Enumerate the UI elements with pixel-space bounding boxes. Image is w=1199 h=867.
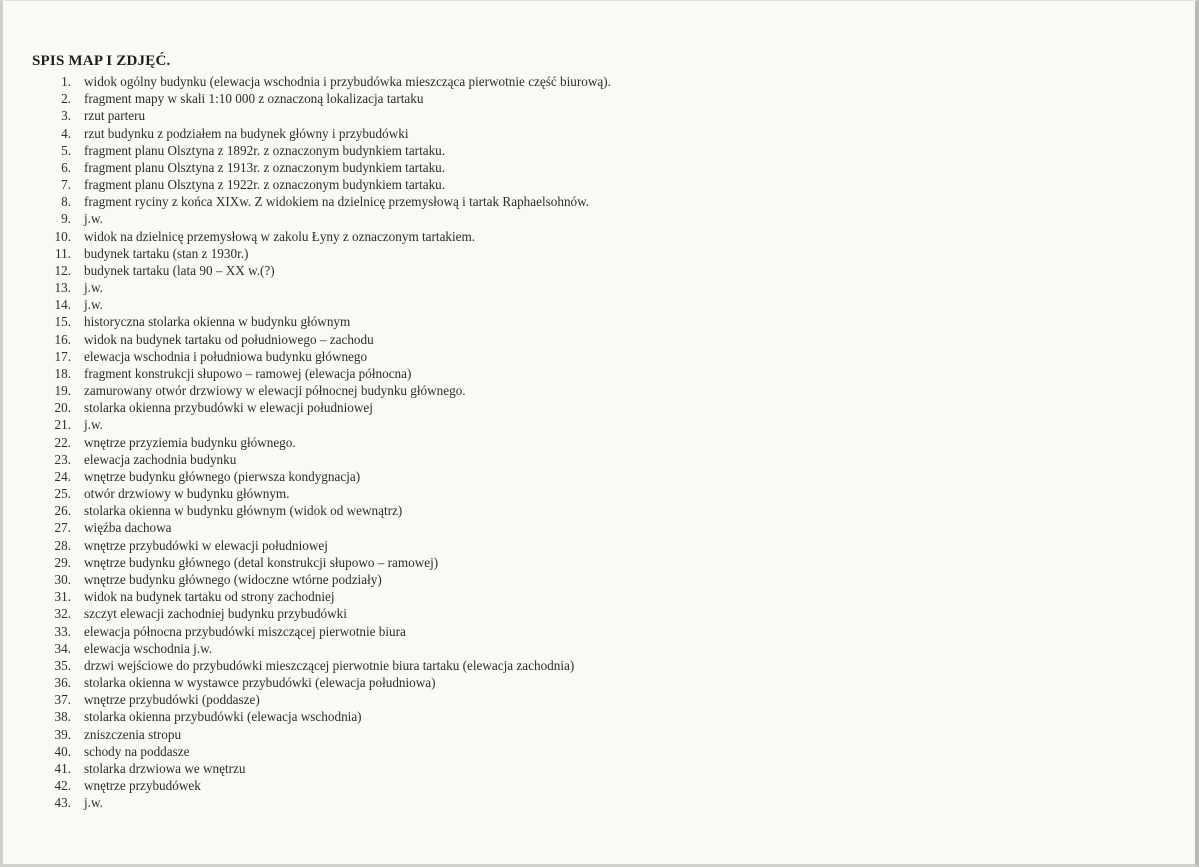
list-item-number: 22.	[54, 434, 71, 450]
list-item-number: 33.	[54, 623, 71, 639]
list-item-text: fragment ryciny z końca XIXw. Z widokiem na dzielnicę przemysłową i tartak Raphaelsohnów.	[84, 194, 590, 210]
list-item-text: budynek tartaku (lata 90 – XX w.(?)	[84, 262, 275, 278]
list-item-number: 32.	[54, 606, 71, 622]
list-item	[51, 365, 611, 382]
list-item-number: 16.	[54, 331, 71, 347]
list-item-text: j.w.	[84, 297, 103, 313]
list-item-text: wnętrze przyziemia budynku głównego.	[84, 434, 296, 450]
list-item-text: elewacja zachodnia budynku	[84, 451, 237, 467]
list-item	[51, 193, 611, 210]
list-item-text: fragment planu Olsztyna z 1922r. z oznaczonym budynkiem tartaku.	[84, 177, 446, 193]
list-item	[51, 554, 611, 571]
list-item-text: widok na budynek tartaku od strony zachodniej	[84, 589, 335, 605]
list-item-number: 7.	[61, 177, 71, 193]
list-item-number: 3.	[61, 108, 71, 124]
list-item	[51, 743, 611, 760]
list-item-number: 40.	[54, 743, 71, 759]
list-item	[51, 794, 611, 811]
list-item	[51, 571, 611, 588]
list-item	[51, 176, 611, 193]
list-item-number: 2.	[61, 91, 71, 107]
list-item	[51, 674, 611, 691]
list-item-number: 12.	[54, 262, 71, 278]
list-item	[51, 210, 611, 227]
list-item	[51, 382, 611, 399]
list-item-text: zniszczenia stropu	[84, 726, 182, 742]
list-item-number: 14.	[54, 297, 71, 313]
document-title: SPIS MAP I ZDJĘĆ.	[32, 53, 171, 69]
list-item-text: j.w.	[84, 280, 103, 296]
list-item	[51, 416, 611, 433]
list-item-text: j.w.	[84, 211, 103, 227]
list-item-number: 21.	[54, 417, 71, 433]
list-item-number: 24.	[54, 468, 71, 484]
list-item-text: fragment mapy w skali 1:10 000 z oznaczoną lokalizacja tartaku	[84, 91, 424, 107]
list-item-number: 5.	[61, 142, 71, 158]
list-item-number: 34.	[54, 640, 71, 656]
list-item	[51, 485, 611, 502]
list-item-number: 18.	[54, 365, 71, 381]
list-item	[51, 296, 611, 313]
list-item-text: wnętrze przybudówki (poddasze)	[84, 692, 260, 708]
list-item-text: zamurowany otwór drzwiowy w elewacji północnej budynku głównego.	[84, 383, 466, 399]
list-item	[51, 657, 611, 674]
list-item-number: 31.	[54, 589, 71, 605]
list-item-text: stolarka okienna w budynku głównym (widok od wewnątrz)	[84, 503, 403, 519]
list-item-text: wnętrze budynku głównego (widoczne wtórne podziały)	[84, 571, 382, 587]
list-item-number: 23.	[54, 451, 71, 467]
list-item	[51, 399, 611, 416]
list-item	[51, 313, 611, 330]
list-item	[51, 73, 611, 90]
list-item-text: elewacja północna przybudówki miszczącej pierwotnie biura	[84, 623, 406, 639]
list-item-number: 8.	[61, 194, 71, 210]
list-item	[51, 605, 611, 622]
list-item-number: 42.	[54, 778, 71, 794]
list-item-number: 37.	[54, 692, 71, 708]
list-item	[51, 159, 611, 176]
list-item	[51, 107, 611, 124]
list-item	[51, 125, 611, 142]
list-item	[51, 691, 611, 708]
list-item-text: stolarka drzwiowa we wnętrzu	[84, 760, 246, 776]
list-item	[51, 708, 611, 725]
list-item-number: 38.	[54, 709, 71, 725]
list-item-number: 19.	[54, 383, 71, 399]
list-item-number: 9.	[61, 211, 71, 227]
list-item	[51, 245, 611, 262]
list-item-text: wnętrze przybudówki w elewacji południowej	[84, 537, 328, 553]
list-of-maps-and-photos	[51, 73, 611, 811]
list-item-text: fragment konstrukcji słupowo – ramowej (elewacja północna)	[84, 365, 412, 381]
list-item-text: elewacja wschodnia j.w.	[84, 640, 213, 656]
list-item	[51, 331, 611, 348]
list-item-number: 20.	[54, 400, 71, 416]
list-item	[51, 434, 611, 451]
list-item	[51, 537, 611, 554]
list-item-text: wnętrze przybudówek	[84, 778, 201, 794]
list-item	[51, 468, 611, 485]
list-item-number: 27.	[54, 520, 71, 536]
list-item-text: widok ogólny budynku (elewacja wschodnia i przybudówka mieszcząca pierwotnie część biurową).	[84, 74, 611, 89]
list-item-number: 36.	[54, 675, 71, 691]
list-item-text: schody na poddasze	[84, 743, 190, 759]
list-item	[51, 348, 611, 365]
list-item-number: 28.	[54, 537, 71, 553]
list-item-text: stolarka okienna przybudówki w elewacji południowej	[84, 400, 373, 416]
list-item-text: drzwi wejściowe do przybudówki mieszczącej pierwotnie biura tartaku (elewacja zachodnia)	[84, 657, 575, 673]
list-item-number: 41.	[54, 760, 71, 776]
list-item-text: j.w.	[84, 795, 103, 811]
list-item	[51, 262, 611, 279]
list-item	[51, 623, 611, 640]
list-item-number: 43.	[54, 795, 71, 811]
list-item	[51, 640, 611, 657]
list-item-number: 15.	[54, 314, 71, 330]
list-item-text: rzut budynku z podziałem na budynek główny i przybudówki	[84, 125, 409, 141]
list-item	[51, 142, 611, 159]
list-item-number: 1.	[61, 74, 71, 89]
list-item-number: 26.	[54, 503, 71, 519]
list-item-text: szczyt elewacji zachodniej budynku przybudówki	[84, 606, 347, 622]
list-item	[51, 502, 611, 519]
list-item-text: wnętrze budynku głównego (detal konstrukcji słupowo – ramowej)	[84, 554, 439, 570]
list-item-text: widok na budynek tartaku od południowego – zachodu	[84, 331, 374, 347]
list-item-number: 25.	[54, 486, 71, 502]
list-item	[51, 726, 611, 743]
list-item-number: 17.	[54, 348, 71, 364]
list-item-text: fragment planu Olsztyna z 1913r. z oznaczonym budynkiem tartaku.	[84, 159, 446, 175]
list-item-number: 11.	[55, 245, 71, 261]
list-item-number: 13.	[54, 280, 71, 296]
list-item-number: 35.	[54, 657, 71, 673]
list-item-number: 10.	[54, 228, 71, 244]
list-item-text: budynek tartaku (stan z 1930r.)	[84, 245, 249, 261]
list-item-number: 4.	[61, 125, 71, 141]
list-item-text: otwór drzwiowy w budynku głównym.	[84, 486, 290, 502]
list-item-text: fragment planu Olsztyna z 1892r. z oznaczonym budynkiem tartaku.	[84, 142, 446, 158]
list-item-number: 39.	[54, 726, 71, 742]
list-item-text: stolarka okienna w wystawce przybudówki (elewacja południowa)	[84, 675, 436, 691]
list-item	[51, 588, 611, 605]
list-item-text: elewacja wschodnia i południowa budynku głównego	[84, 348, 368, 364]
list-item	[51, 90, 611, 107]
list-item	[51, 451, 611, 468]
list-item	[51, 760, 611, 777]
list-item-text: j.w.	[84, 417, 103, 433]
list-item-text: więźba dachowa	[84, 520, 172, 536]
list-item	[51, 519, 611, 536]
list-item	[51, 228, 611, 245]
list-item-number: 30.	[54, 571, 71, 587]
list-item-text: widok na dzielnicę przemysłową w zakolu Łyny z oznaczonym tartakiem.	[84, 228, 476, 244]
list-item	[51, 279, 611, 296]
list-item	[51, 777, 611, 794]
list-item-number: 6.	[61, 159, 71, 175]
list-item-text: wnętrze budynku głównego (pierwsza kondygnacja)	[84, 468, 361, 484]
list-item-text: rzut parteru	[84, 108, 146, 124]
list-item-number: 29.	[54, 554, 71, 570]
list-item-text: stolarka okienna przybudówki (elewacja wschodnia)	[84, 709, 362, 725]
list-item-text: historyczna stolarka okienna w budynku głównym	[84, 314, 351, 330]
